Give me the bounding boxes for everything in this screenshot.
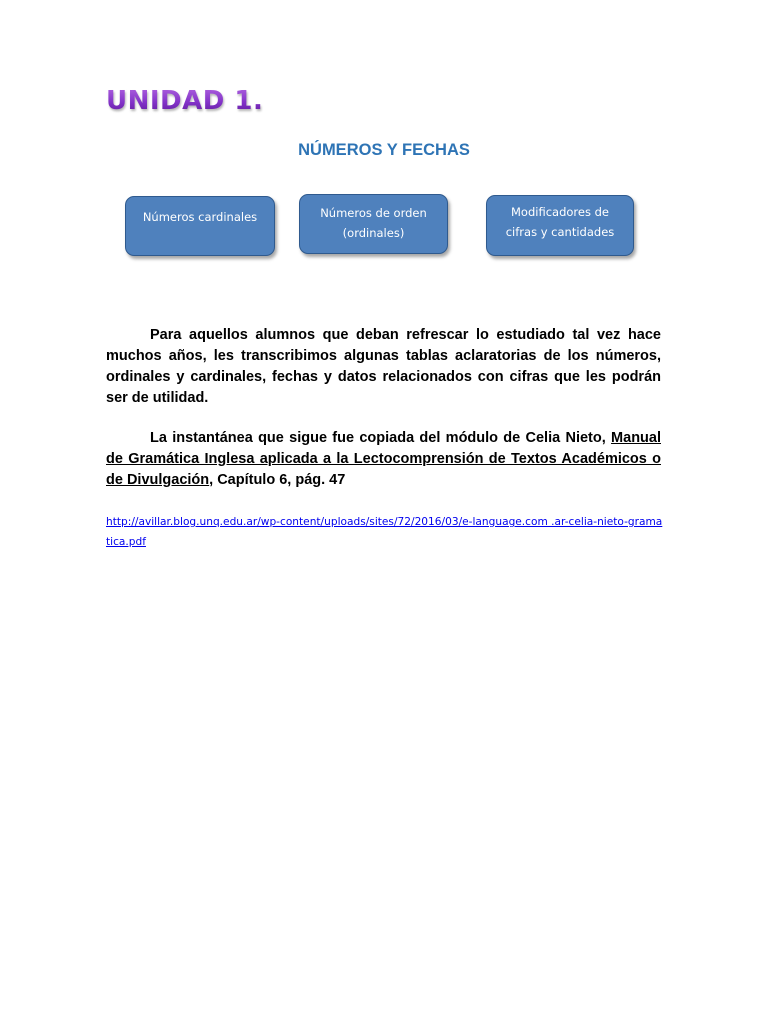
box-modificadores — [486, 195, 634, 256]
unit-title: UNIDAD 1. — [106, 86, 264, 116]
box-numeros-de-orden — [299, 194, 448, 254]
box-label: Modificadores de — [511, 205, 609, 219]
source-intro-text: La instantánea que sigue fue copiada del módulo de Celia Nieto, — [150, 430, 612, 446]
source-link[interactable]: http://avillar.blog.unq.edu.ar/wp-content/uploads/sites/72/2016/03/e-language.com .ar-celia-nieto-gramatica.pdf — [106, 516, 663, 548]
box-label: Números de orden — [320, 206, 427, 220]
intro-paragraph — [106, 325, 661, 409]
section-title: NÚMEROS Y FECHAS — [298, 141, 470, 159]
source-paragraph — [106, 428, 661, 491]
book-title: Manual de Gramática Inglesa aplicada a la Lectocomprensión de Textos Académicos o de Divulgación — [106, 430, 661, 488]
box-label: Números cardinales — [142, 210, 258, 224]
source-suffix-text: , Capítulo 6, pág. 47 — [209, 472, 346, 488]
box-label: cifras y cantidades — [505, 225, 615, 239]
box-numeros-cardinales — [125, 196, 275, 256]
intro-paragraph-text: Para aquellos alumnos que deban refrescar lo estudiado tal vez hace muchos años, les transcribimos algunas tablas aclaratorias de los números, ordinales y cardinales, fechas y datos relacionados con cifras que les podrán ser de utilidad. — [106, 327, 661, 406]
box-label: (ordinales) — [342, 226, 405, 240]
